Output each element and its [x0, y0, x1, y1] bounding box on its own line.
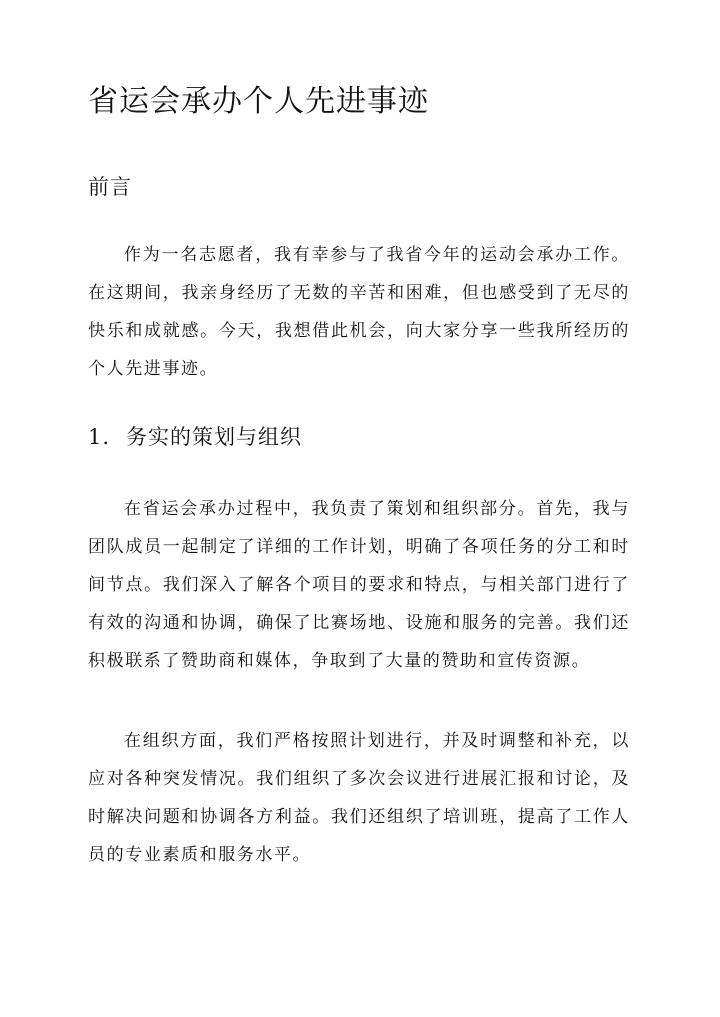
document-title: 省运会承办个人先进事迹 [88, 84, 429, 119]
planning-paragraph: 在省运会承办过程中，我负责了策划和组织部分。首先，我与团队成员一起制定了详细的工作计划，明确了各项任务的分工和时间节点。我们深入了解各个项目的要求和特点，与相关部门进行了有效的沟通和协调，确保了比赛场地、设施和服务的完善。我们还积极联系了赞助商和媒体，争取到了大量的赞助和宣传资源。 [88, 499, 630, 671]
section-number: 1. [88, 425, 111, 449]
section-heading-text: 务实的策划与组织 [126, 425, 302, 449]
section-heading-planning [88, 425, 302, 450]
section-heading-preface: 前言 [88, 175, 132, 199]
preface-paragraph: 作为一名志愿者，我有幸参与了我省今年的运动会承办工作。在这期间，我亲身经历了无数的辛苦和困难，但也感受到了无尽的快乐和成就感。今天，我想借此机会，向大家分享一些我所经历的个人先进事迹。 [88, 245, 630, 379]
organization-paragraph: 在组织方面，我们严格按照计划进行，并及时调整和补充，以应对各种突发情况。我们组织了多次会议进行进展汇报和讨论，及时解决问题和协调各方利益。我们还组织了培训班，提高了工作人员的专业素质和服务水平。 [88, 731, 630, 865]
